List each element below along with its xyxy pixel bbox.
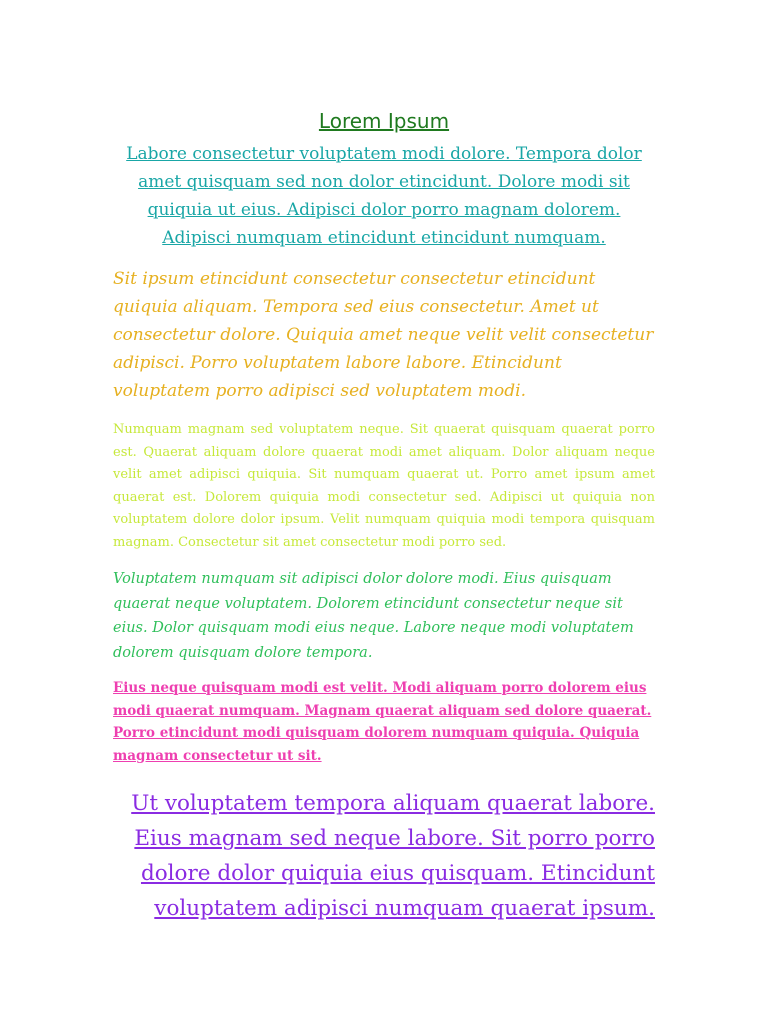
paragraph-3: Numquam magnam sed voluptatem neque. Sit quaerat quisquam quaerat porro est. Quaerat aliquam dolore quaerat modi amet aliquam. Dolor aliquam neque velit amet adipisci quiquia. Sit numquam quaerat ut. Porro amet ipsum amet quaerat est. Dolorem quiquia modi consectetur sed. Adipisci ut quiquia non voluptatem dolore dolor ipsum. Velit numquam quiquia modi tempora quisquam magnam. Consectetur sit amet consectetur modi porro sed.	[113, 422, 655, 550]
paragraph-2: Sit ipsum etincidunt consectetur consectetur etincidunt quiquia aliquam. Tempora sed eius consectetur. Amet ut consectetur dolore. Quiquia amet neque velit velit consectetur adipisci. Porro voluptatem labore labore. Etincidunt voluptatem porro adipisci sed voluptatem modi.	[113, 269, 654, 401]
paragraph-4: Voluptatem numquam sit adipisci dolor dolore modi. Eius quisquam quaerat neque voluptatem. Dolorem etincidunt consectetur neque sit eius. Dolor quisquam modi eius neque. Labore neque modi voluptatem dolorem quisquam dolore tempora.	[113, 571, 634, 661]
paragraph-5: Eius neque quisquam modi est velit. Modi aliquam porro dolorem eius modi quaerat numquam. Magnam quaerat aliquam sed dolore quaerat. Porro etincidunt modi quisquam dolorem numquam quiquia. Quiquia magnam consectetur ut sit.	[113, 680, 652, 764]
paragraph-1: Labore consectetur voluptatem modi dolore. Tempora dolor amet quisquam sed non dolor etincidunt. Dolore modi sit quiquia ut eius. Adipisci dolor porro magnam dolorem. Adipisci numquam etincidunt etincidunt numquam.	[126, 144, 642, 248]
document-title: Lorem Ipsum	[318, 109, 450, 133]
paragraph-6: Ut voluptatem tempora aliquam quaerat labore. Eius magnam sed neque labore. Sit porro porro dolore dolor quiquia eius quisquam. Etincidunt voluptatem adipisci numquam quaerat ipsum.	[131, 791, 655, 921]
